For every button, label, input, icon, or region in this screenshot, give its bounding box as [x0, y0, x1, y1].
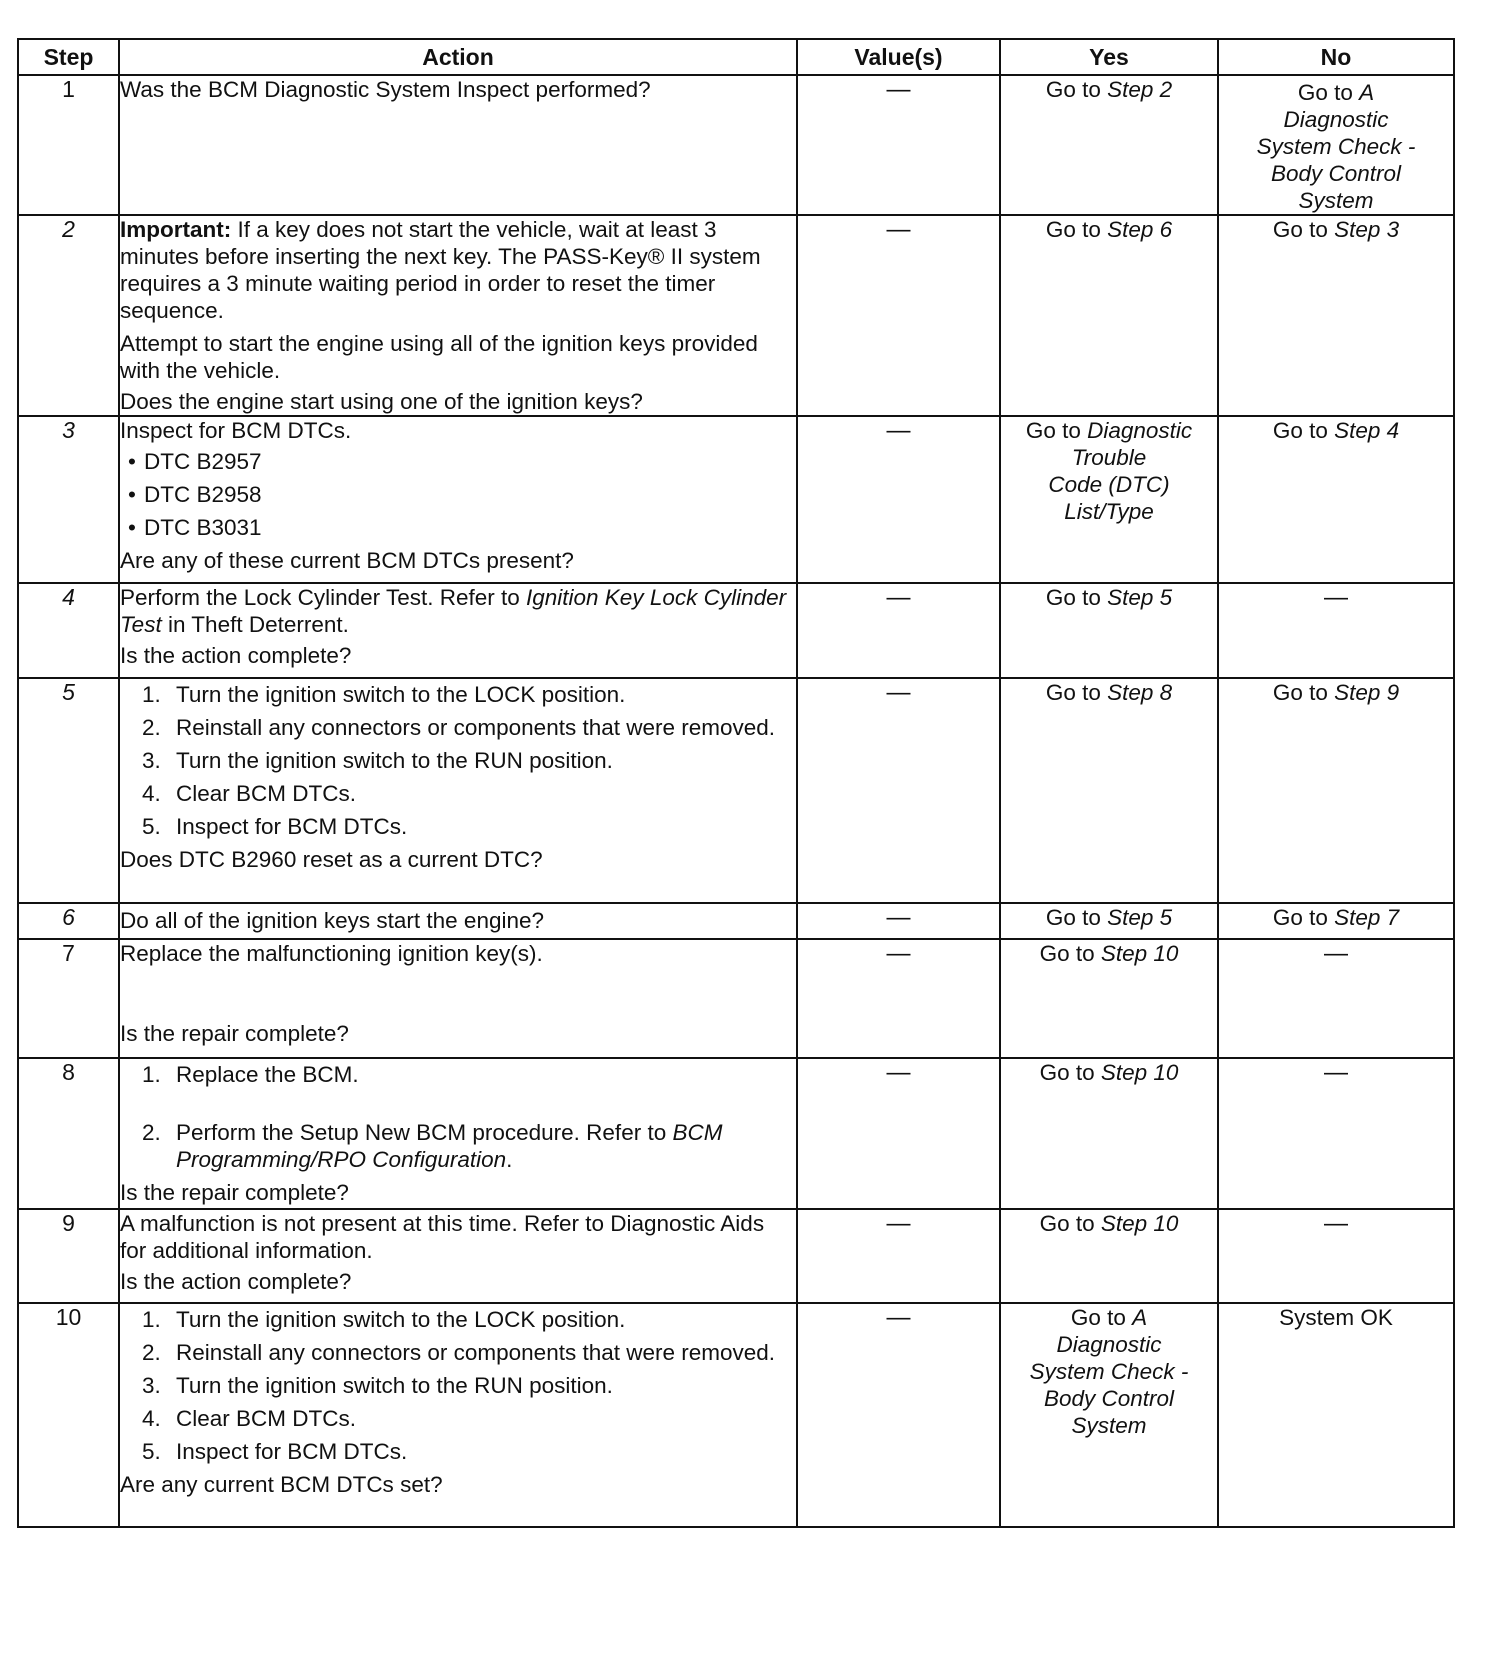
value-cell: — [797, 1303, 1000, 1527]
go-to-target-line: Diagnostic [1087, 418, 1193, 443]
go-to-target: Step 5 [1107, 905, 1173, 930]
step-number: 10 [18, 1303, 119, 1527]
value-cell: — [797, 678, 1000, 903]
step-number: 8 [18, 1058, 119, 1209]
important-text: If a key does not start the vehicle, wait at least 3 minutes before inserting the next key. The PASS-Key® II system requires a 3 minute waiting period in order to reset the timer sequence. [120, 217, 761, 323]
dtc-list [120, 448, 796, 541]
go-to-target: Step 10 [1100, 1211, 1179, 1236]
action-cell [119, 416, 797, 583]
table-row [18, 678, 1454, 903]
go-to-target-line: A [1132, 1305, 1148, 1330]
value-cell: — [797, 903, 1000, 939]
table-row [18, 75, 1454, 215]
list-item-text: Reinstall any connectors or components that were removed. [176, 715, 776, 740]
header-no: No [1218, 39, 1454, 75]
value-cell: — [797, 1058, 1000, 1209]
header-action: Action [119, 39, 797, 75]
go-to-prefix: Go to [1272, 217, 1328, 242]
go-to-prefix: Go to [1045, 680, 1101, 705]
action-question: Is the repair complete? [120, 1021, 349, 1046]
list-item: 3. Turn the ignition switch to the RUN position. [142, 748, 613, 773]
no-cell: — [1218, 1209, 1454, 1303]
step-number: 9 [18, 1209, 119, 1303]
list-item: 1. Turn the ignition switch to the LOCK position. [142, 682, 626, 707]
list-item: 5. Inspect for BCM DTCs. [142, 814, 408, 839]
list-item-text: Clear BCM DTCs. [176, 1406, 357, 1431]
value-cell: — [797, 939, 1000, 1058]
step-number: 4 [18, 583, 119, 678]
go-to-target-line: Trouble [1071, 445, 1147, 470]
go-to-target-line: Body Control [1270, 161, 1402, 186]
value-cell: — [797, 75, 1000, 215]
action-cell [119, 1209, 797, 1303]
list-item-text: Replace the BCM. [176, 1062, 359, 1087]
list-item-text: Turn the ignition switch to the LOCK position. [176, 682, 626, 707]
go-to-prefix: Go to [1045, 77, 1101, 102]
action-cell [119, 678, 797, 903]
go-to-prefix: Go to [1039, 1060, 1095, 1085]
list-item: 4. Clear BCM DTCs. [142, 781, 357, 806]
table-row [18, 583, 1454, 678]
list-item: • DTC B2957 [120, 448, 796, 475]
list-item: 1. Replace the BCM. [142, 1062, 359, 1087]
no-cell [1218, 215, 1454, 416]
value-cell: — [797, 215, 1000, 416]
action-text-pre: Perform the Lock Cylinder Test. Refer to [120, 585, 526, 610]
yes-cell [1000, 1209, 1218, 1303]
no-cell: — [1218, 939, 1454, 1058]
action-text: Inspect for BCM DTCs. [120, 418, 352, 443]
action-text: Replace the malfunctioning ignition key(s). [120, 941, 543, 966]
go-to-target: Step 5 [1107, 585, 1173, 610]
go-to-target: Step 10 [1100, 941, 1179, 966]
list-item: • DTC B2958 [120, 481, 796, 508]
table-row [18, 215, 1454, 416]
action-text: Was the BCM Diagnostic System Inspect performed? [120, 77, 651, 102]
list-item-text: Clear BCM DTCs. [176, 781, 357, 806]
action-text-post: in Theft Deterrent. [161, 612, 349, 637]
no-cell: System OK [1218, 1303, 1454, 1527]
action-question: Is the repair complete? [120, 1180, 349, 1205]
go-to-target-line: Diagnostic [1283, 107, 1389, 132]
go-to-target: Step 10 [1100, 1060, 1179, 1085]
action-cell [119, 1058, 797, 1209]
step-number: 5 [18, 678, 119, 903]
important-note [120, 216, 796, 324]
diagnostic-table [17, 38, 1455, 1528]
action-cell [119, 75, 797, 215]
procedure-list [120, 681, 796, 840]
go-to-target: Step 6 [1107, 217, 1173, 242]
yes-cell [1000, 215, 1218, 416]
go-to-target: Step 7 [1334, 905, 1400, 930]
procedure-list [120, 1306, 796, 1465]
action-cell [119, 939, 797, 1058]
list-item-text: Perform the Setup New BCM procedure. Refer to [176, 1120, 673, 1145]
table-row [18, 1058, 1454, 1209]
header-value: Value(s) [797, 39, 1000, 75]
list-item: 1. Turn the ignition switch to the LOCK position. [142, 1307, 626, 1332]
list-item-text: Reinstall any connectors or components that were removed. [176, 1340, 776, 1365]
table-row [18, 939, 1454, 1058]
yes-cell [1000, 903, 1218, 939]
go-to-target-line: Body Control [1043, 1386, 1175, 1411]
yes-cell [1000, 583, 1218, 678]
go-to-prefix: Go to [1272, 905, 1328, 930]
value-cell: — [797, 583, 1000, 678]
punctuation: . [506, 1147, 513, 1172]
action-question: Is the action complete? [120, 643, 352, 668]
go-to-prefix: Go to [1297, 80, 1353, 105]
action-cell [119, 215, 797, 416]
list-item-text: Inspect for BCM DTCs. [176, 814, 408, 839]
list-item-text: Turn the ignition switch to the RUN position. [176, 748, 613, 773]
go-to-prefix: Go to [1045, 585, 1101, 610]
table-row [18, 416, 1454, 583]
yes-cell [1000, 939, 1218, 1058]
step-number: 2 [18, 215, 119, 416]
yes-cell [1000, 75, 1218, 215]
yes-cell [1000, 1058, 1218, 1209]
no-cell [1218, 678, 1454, 903]
go-to-target: Step 3 [1334, 217, 1400, 242]
table-row [18, 903, 1454, 939]
action-question: Does DTC B2960 reset as a current DTC? [120, 847, 543, 872]
yes-cell [1000, 678, 1218, 903]
important-label: Important: [120, 217, 232, 242]
list-item: 2. Reinstall any connectors or components that were removed. [142, 715, 776, 740]
go-to-target: Step 8 [1107, 680, 1173, 705]
step-number: 3 [18, 416, 119, 583]
action-question: Is the action complete? [120, 1269, 352, 1294]
header-row [18, 39, 1454, 75]
step-number: 1 [18, 75, 119, 215]
go-to-target-line: Code (DTC) [1048, 472, 1170, 497]
list-item: 2. Perform the Setup New BCM procedure. Refer to BCM Programming/RPO Configuration. [142, 1120, 723, 1172]
go-to-prefix: Go to [1070, 1305, 1126, 1330]
go-to-prefix: Go to [1045, 217, 1101, 242]
table-row [18, 1209, 1454, 1303]
list-item: • DTC B3031 [120, 514, 796, 541]
go-to-target: Step 9 [1334, 680, 1400, 705]
list-item: 4. Clear BCM DTCs. [142, 1406, 357, 1431]
action-question: Are any current BCM DTCs set? [120, 1472, 443, 1497]
action-question: Do all of the ignition keys start the engine? [120, 908, 545, 933]
go-to-target: Step 2 [1107, 77, 1173, 102]
step-number: 6 [18, 903, 119, 939]
step-number: 7 [18, 939, 119, 1058]
no-cell [1218, 903, 1454, 939]
go-to-target-line: System [1298, 188, 1374, 213]
go-to-prefix: Go to [1272, 418, 1328, 443]
go-to-target-line: System Check - [1029, 1359, 1189, 1384]
action-question: Are any of these current BCM DTCs present? [120, 548, 574, 573]
reference-link-text: BCM Programming/RPO Configuration [176, 1120, 723, 1172]
list-item: 2. Reinstall any connectors or components that were removed. [142, 1340, 776, 1365]
action-text: Attempt to start the engine using all of the ignition keys provided with the vehicle. [120, 331, 758, 383]
go-to-prefix: Go to [1039, 1211, 1095, 1236]
go-to-target-line: Diagnostic [1056, 1332, 1162, 1357]
list-item-text: Turn the ignition switch to the RUN position. [176, 1373, 613, 1398]
action-text [120, 584, 796, 638]
no-cell [1218, 416, 1454, 583]
value-cell: — [797, 1209, 1000, 1303]
go-to-target-line: A [1359, 80, 1375, 105]
action-cell [119, 583, 797, 678]
action-cell [119, 903, 797, 939]
no-cell: — [1218, 1058, 1454, 1209]
list-item: 5. Inspect for BCM DTCs. [142, 1439, 408, 1464]
table-row [18, 1303, 1454, 1527]
go-to-prefix: Go to [1272, 680, 1328, 705]
go-to-target-line: System Check - [1256, 134, 1416, 159]
header-yes: Yes [1000, 39, 1218, 75]
procedure-list [120, 1061, 796, 1173]
list-item: 3. Turn the ignition switch to the RUN position. [142, 1373, 613, 1398]
go-to-prefix: Go to [1039, 941, 1095, 966]
action-cell [119, 1303, 797, 1527]
list-item-text: Turn the ignition switch to the LOCK position. [176, 1307, 626, 1332]
action-text: A malfunction is not present at this time. Refer to Diagnostic Aids for additional information. [120, 1211, 765, 1263]
go-to-prefix: Go to [1045, 905, 1101, 930]
go-to-target-line: System [1071, 1413, 1147, 1438]
go-to-prefix: Go to [1025, 418, 1081, 443]
no-cell [1218, 75, 1454, 215]
yes-cell [1000, 416, 1218, 583]
reference-link-text: Ignition Key Lock Cylinder Test [120, 585, 787, 637]
go-to-target-line: List/Type [1064, 499, 1154, 524]
header-step: Step [18, 39, 119, 75]
no-cell: — [1218, 583, 1454, 678]
action-question: Does the engine start using one of the ignition keys? [120, 389, 643, 414]
go-to-target: Step 4 [1334, 418, 1400, 443]
value-cell: — [797, 416, 1000, 583]
yes-cell [1000, 1303, 1218, 1527]
list-item-text: Inspect for BCM DTCs. [176, 1439, 408, 1464]
